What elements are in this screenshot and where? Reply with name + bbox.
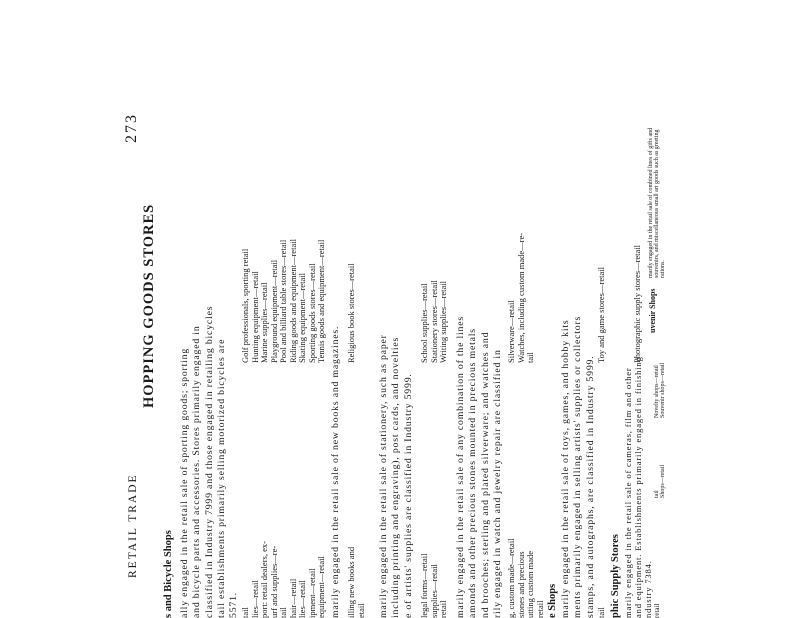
- paragraph-sporting: ally engaged in the retail sale of sporting goods; sporting and bicycle parts and accessories. Stores primarily engaged in classified in Industry 7999 and those engaged in retailing bicycles tail establishments primarily selling motorized bicycles are 5571.: [179, 305, 240, 618]
- entries-jewelry-left: g, custom made—retail stones and precious utting custom made retail: [506, 538, 545, 618]
- rotated-page: [123, 113, 666, 618]
- entries-books-right: Religious book stores—retail: [346, 263, 356, 363]
- entries-jewelry-right: Silverware—retail Watches, including custom made—re- tail: [506, 232, 535, 363]
- entries-hobby-left: tail: [596, 607, 606, 618]
- entries-hobby-right: Toy and game stores—retail: [596, 267, 606, 363]
- entries-gift-left: tail Shops—retail: [654, 465, 666, 498]
- paragraph-jewelry: marily engaged in the retail sale of any combination of the lines amonds and other precious stones mounted in precious metals nd brooches; sterling and plated silverware; and watches and rily engaged in watch and jewelry repair are classified in: [455, 315, 503, 618]
- paragraph-hobby: marily engaged in the retail sale of toys, games, and hobby kits ments primarily engaged in selling artists' supplies or collectors stamps, and autographs, are classified in Industry 5999.: [560, 315, 596, 618]
- page-number: 273: [123, 113, 140, 143]
- main-heading: HOPPING GOODS STORES: [141, 203, 157, 408]
- running-title: RETAIL TRADE: [127, 473, 139, 578]
- paragraph-books: marily engaged in the retail sale of new books and magazines.: [330, 325, 341, 618]
- subheading-sporting: s and Bicycle Shops: [163, 530, 174, 618]
- entries-gift-right: Novelty shops—retail Souvenir shops—retail: [654, 362, 666, 418]
- entries-stationery-right: School supplies—retail Stationery stores—retail Writing supplies—retail: [419, 280, 448, 363]
- entries-books-left: illing new books and etail: [346, 546, 366, 618]
- subheading-hobby: e Shops: [547, 583, 558, 618]
- entries-camera-left: retail: [653, 603, 661, 618]
- entries-sporting-left: tail lies—retail port: retail dealers, ex- urf and supplies—re- tail hair—retail lies—retail ipment—retail equipment—retail: [240, 541, 326, 618]
- paragraph-camera: marily engaged in the retail sale of cameras, film and other and equipment. Establishments primarily engaged in finishing ndustry 7384.: [623, 356, 653, 618]
- paragraph-stationery: marily engaged in the retail sale of stationery, such as paper including printing and engraving), post cards, and novelties e of artists' supplies are classified in Industry 5999.: [378, 334, 414, 618]
- subheading-gift: uvenir Shops: [648, 288, 657, 333]
- subheading-camera: phic Supply Stores: [610, 534, 621, 618]
- paragraph-gift: marily engaged in the retail sale of combined lines of gifts and souvenirs, and miscellaneous small art goods such as greeting rations.: [648, 127, 666, 278]
- entries-sporting-right: Golf professionals, sporting retail Hunting equipment—retail Marine supplies—retail Playground equipment—retail Pool and billiard table stores—retail Riding goods and equipment—retail Skating equipment—retail Sporting goods stores—retail Tennis goods and equipment—retail: [240, 239, 326, 363]
- entries-stationery-left: legal forms—retail supplies—retail retail: [419, 553, 448, 618]
- entries-camera-right: Photographic supply stores—retail: [632, 244, 642, 363]
